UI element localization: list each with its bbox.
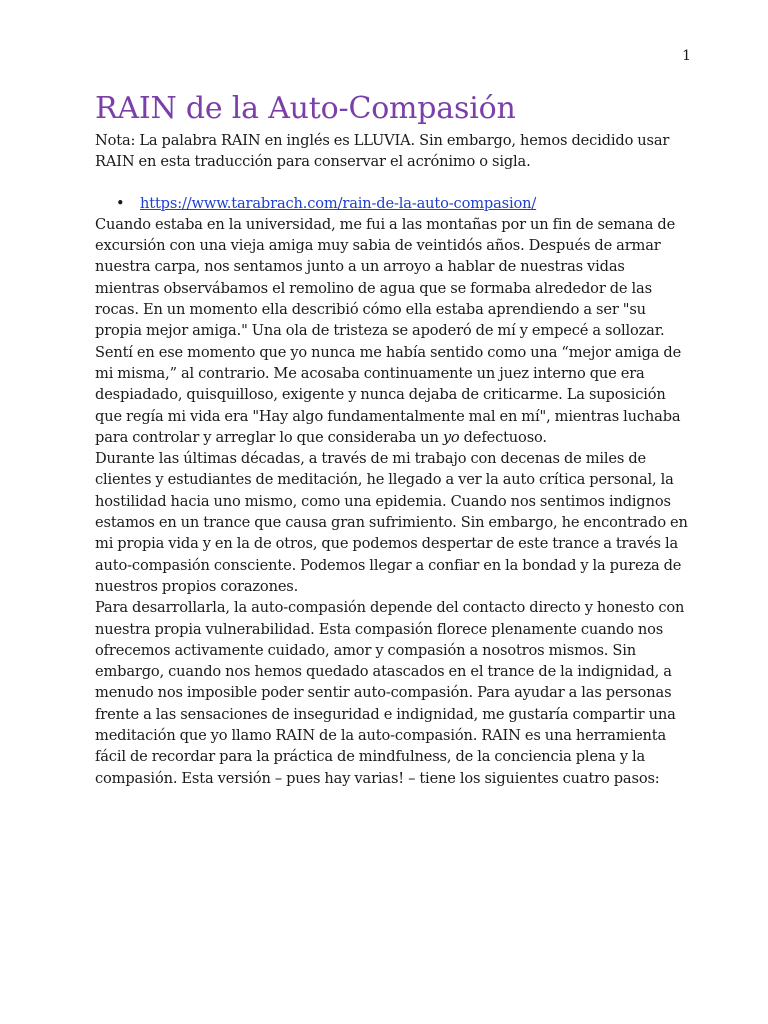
paragraph-1-text: Cuando estaba en la universidad, me fui a las montañas por un fin de semana de excursión con una vieja amiga muy sabia de veintidós años. Después de armar nuestra carpa, nos sentamos junto a un arroyo a hablar de nuestras vidas mientras observábamos el remolino de agua que se formaba alrededor de las rocas. En un momento ella describió cómo ella estaba aprendiendo a ser "su propia mejor amiga." Una ola de tristeza se apoderó de mí y empecé a sollozar. Sentí en ese momento que yo nunca me había sentido como una “mejor amiga de mi misma,” al contrario. Me acosaba continuamente un juez interno que era despiadado, quisquilloso, exigente y nunca dejaba de criticarme. La suposición que regía mi vida era "Hay algo fundamentalmente mal en mí", mientras luchaba para controlar y arreglar lo que consideraba un [95, 215, 682, 446]
link-list [95, 193, 693, 214]
bullet-icon: • [116, 194, 125, 212]
paragraph-1-italic-word: yo [442, 428, 460, 446]
paragraph-2: Durante las últimas décadas, a través de mi trabajo con decenas de miles de clientes y estudiantes de meditación, he llegado a ver la auto crítica personal, la hostilidad hacia uno mismo, como una epidemia. Cuando nos sentimos indignos estamos en un trance que causa gran sufrimiento. Sin embargo, he encontrado en mi propia vida y en la de otros, que podemos despertar de este trance a través la auto-compasión consciente. Podemos llegar a confiar en la bondad y la pureza de nuestros propios corazones. [95, 450, 688, 595]
document-body [95, 88, 693, 789]
page-number: 1 [682, 48, 691, 64]
link-list-item [116, 193, 693, 214]
paragraph-1-ending: defectuoso. [459, 428, 547, 446]
translation-note: Nota: La palabra RAIN en inglés es LLUVIA. Sin embargo, hemos decidido usar RAIN en esta traducción para conservar el acrónimo o sigla. [95, 132, 670, 171]
paragraph-1 [95, 214, 693, 448]
paragraph-3: Para desarrollarla, la auto-compasión depende del contacto directo y honesto con nuestra propia vulnerabilidad. Esta compasión florece plenamente cuando nos ofrecemos activamente cuidado, amor y compasión a nosotros mismos. Sin embargo, cuando nos hemos quedado atascados en el trance de la indignidad, a menudo nos imposible poder sentir auto-compasión. Para ayudar a las personas frente a las sensaciones de inseguridad e indignidad, me gustaría compartir una meditación que yo llamo RAIN de la auto-compasión. RAIN es una herramienta fácil de recordar para la práctica de mindfulness, de la conciencia plena y la compasión. Esta versión – pues hay varias! – tiene los siguientes cuatro pasos: [95, 599, 685, 787]
document-title: RAIN de la Auto-Compasión [95, 91, 516, 126]
source-link[interactable]: https://www.tarabrach.com/rain-de-la-auto-compasion/ [140, 194, 537, 212]
